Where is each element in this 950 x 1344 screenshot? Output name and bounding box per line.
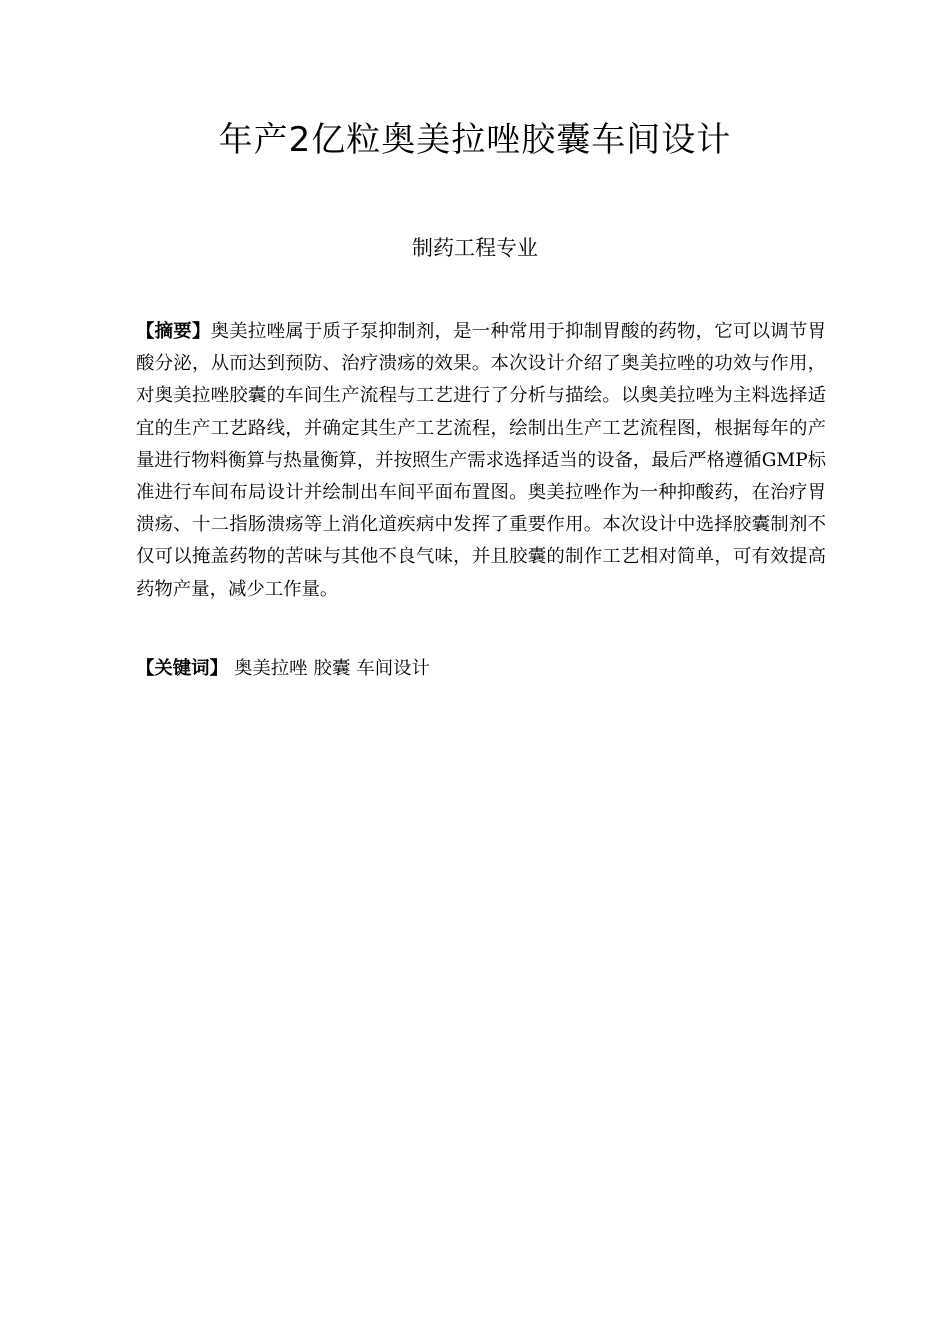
document-title: 年产2亿粒奥美拉唑胶囊车间设计 — [218, 120, 732, 160]
keyword-item: 车间设计 — [356, 658, 430, 679]
abstract-label: 【摘要】 — [136, 321, 211, 342]
abstract-paragraph — [136, 316, 826, 606]
major-subtitle: 制药工程专业 — [412, 236, 538, 260]
keyword-item: 胶囊 — [313, 658, 351, 679]
keyword-item: 奥美拉唑 — [233, 658, 308, 679]
keywords-label: 【关键词】 — [136, 658, 228, 679]
abstract-text: 奥美拉唑属于质子泵抑制剂，是一种常用于抑制胃酸的药物，它可以调节胃酸分泌，从而达到预防、治疗溃疡的效果。本次设计介绍了奥美拉唑的功效与作用，对奥美拉唑胶囊的车间生产流程与工艺进行了分析与描绘。以奥美拉唑为主料选择适宜的生产工艺路线，并确定其生产工艺流程，绘制出生产工艺流程图，根据每年的产量进行物料衡算与热量衡算，并按照生产需求选择适当的设备，最后严格遵循GMP标准进行车间布局设计并绘制出车间平面布置图。奥美拉唑作为一种抑酸药，在治疗胃溃疡、十二指肠溃疡等上消化道疾病中发挥了重要作用。本次设计中选择胶囊制剂不仅可以掩盖药物的苦味与其他不良气味，并且胶囊的制作工艺相对简单，可有效提高药物产量，减少工作量。 — [136, 321, 826, 600]
keywords-line — [136, 653, 826, 685]
